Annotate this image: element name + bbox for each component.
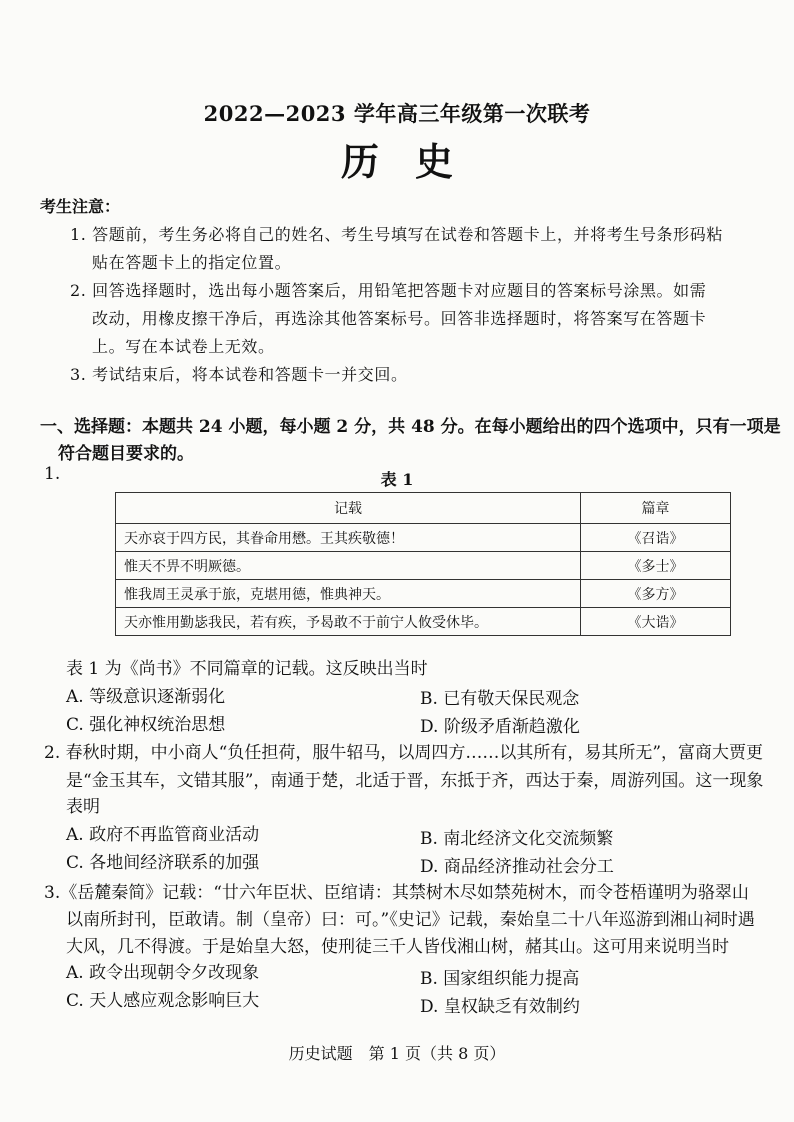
option-b: B. 已有敬天保民观念 <box>420 689 580 709</box>
question-number: 1. <box>44 464 61 484</box>
table-header-row <box>116 493 731 524</box>
notice-line: 1. 答题前，考生务必将自己的姓名、考生号填写在试卷和答题卡上，并将考生号条形码粘 <box>70 225 723 244</box>
subject-title: 历史 <box>340 139 489 184</box>
option-d: D. 阶级矛盾渐趋激化 <box>420 717 580 737</box>
option-c: C. 天人感应观念影响巨大 <box>66 991 260 1011</box>
question-stem: 2. 春秋时期，中小商人“负任担荷，服牛轺马，以周四方……以其所有，易其所无”，富商大贾更 <box>44 743 764 763</box>
table-cell-record: 天亦哀于四方民，其眷命用懋。王其疾敬德！ <box>116 524 581 552</box>
notice-line: 2. 回答选择题时，选出每小题答案后，用铅笔把答题卡对应题目的答案标号涂黑。如需 <box>70 281 707 300</box>
option-a: A. 等级意识逐渐弱化 <box>66 687 226 707</box>
table-cell-record: 惟天不畀不明厥德。 <box>116 552 581 580</box>
table-cell-record: 惟我周王灵承于旅，克堪用德，惟典神天。 <box>116 580 581 608</box>
source-table <box>115 492 731 636</box>
table-caption: 表 1 <box>380 470 414 489</box>
table-row <box>116 608 731 636</box>
notice-line: 改动，用橡皮擦干净后，再选涂其他答案标号。回答非选择题时，将答案写在答题卡 <box>92 309 707 328</box>
table-cell-chapter: 《大诰》 <box>581 608 731 636</box>
notice-line: 3. 考试结束后，将本试卷和答题卡一并交回。 <box>70 365 408 384</box>
option-b: B. 南北经济文化交流频繁 <box>420 829 614 849</box>
table-row <box>116 524 731 552</box>
question-stem: 3.《岳麓秦简》记载：“廿六年臣状、臣绾请：其禁树木尽如禁苑树木，而令苍梧谨明为骆翠山 <box>44 883 749 903</box>
question-stem-cont: 以南所封刊，臣敢请。制（皇帝）曰：可。”《史记》记载，秦始皇二十八年巡游到湘山祠时遇 <box>66 910 755 930</box>
exam-title: 2022—2023 学年高三年级第一次联考 <box>203 101 591 126</box>
table-row <box>116 580 731 608</box>
table-cell-chapter: 《召诰》 <box>581 524 731 552</box>
notice-heading: 考生注意： <box>40 197 121 216</box>
table-row <box>116 552 731 580</box>
option-a: A. 政府不再监管商业活动 <box>66 825 260 845</box>
option-d: D. 商品经济推动社会分工 <box>420 857 614 877</box>
option-c: C. 强化神权统治思想 <box>66 715 226 735</box>
option-c: C. 各地间经济联系的加强 <box>66 853 260 873</box>
question-stem-cont: 是“金玉其车，文错其服”，南通于楚，北适于晋，东抵于齐，西达于秦，周游列国。这一现象 <box>66 771 764 791</box>
option-d: D. 皇权缺乏有效制约 <box>420 997 580 1017</box>
table-header-chapter: 篇章 <box>581 493 731 524</box>
question-stem-cont: 大风，几不得渡。于是始皇大怒，使刑徒三千人皆伐湘山树，赭其山。这可用来说明当时 <box>66 937 729 957</box>
table-header-record: 记载 <box>116 493 581 524</box>
question-stem-cont: 表明 <box>66 797 100 817</box>
option-b: B. 国家组织能力提高 <box>420 969 580 989</box>
notice-line: 贴在答题卡上的指定位置。 <box>92 253 292 272</box>
table-cell-chapter: 《多方》 <box>581 580 731 608</box>
option-a: A. 政令出现朝令夕改现象 <box>66 963 260 983</box>
table-cell-record: 天亦惟用勤毖我民，若有疾，予曷敢不于前宁人攸受休毕。 <box>116 608 581 636</box>
section-heading: 一、选择题：本题共 24 小题，每小题 2 分，共 48 分。在每小题给出的四个选项中，只有一项是 <box>40 417 781 437</box>
table-cell-chapter: 《多士》 <box>581 552 731 580</box>
section-heading-cont: 符合题目要求的。 <box>58 444 194 464</box>
question-stem: 表 1 为《尚书》不同篇章的记载。这反映出当时 <box>66 659 428 679</box>
notice-line: 上。写在本试卷上无效。 <box>92 337 275 356</box>
page-footer: 历史试题 第 1 页（共 8 页） <box>288 1044 506 1063</box>
